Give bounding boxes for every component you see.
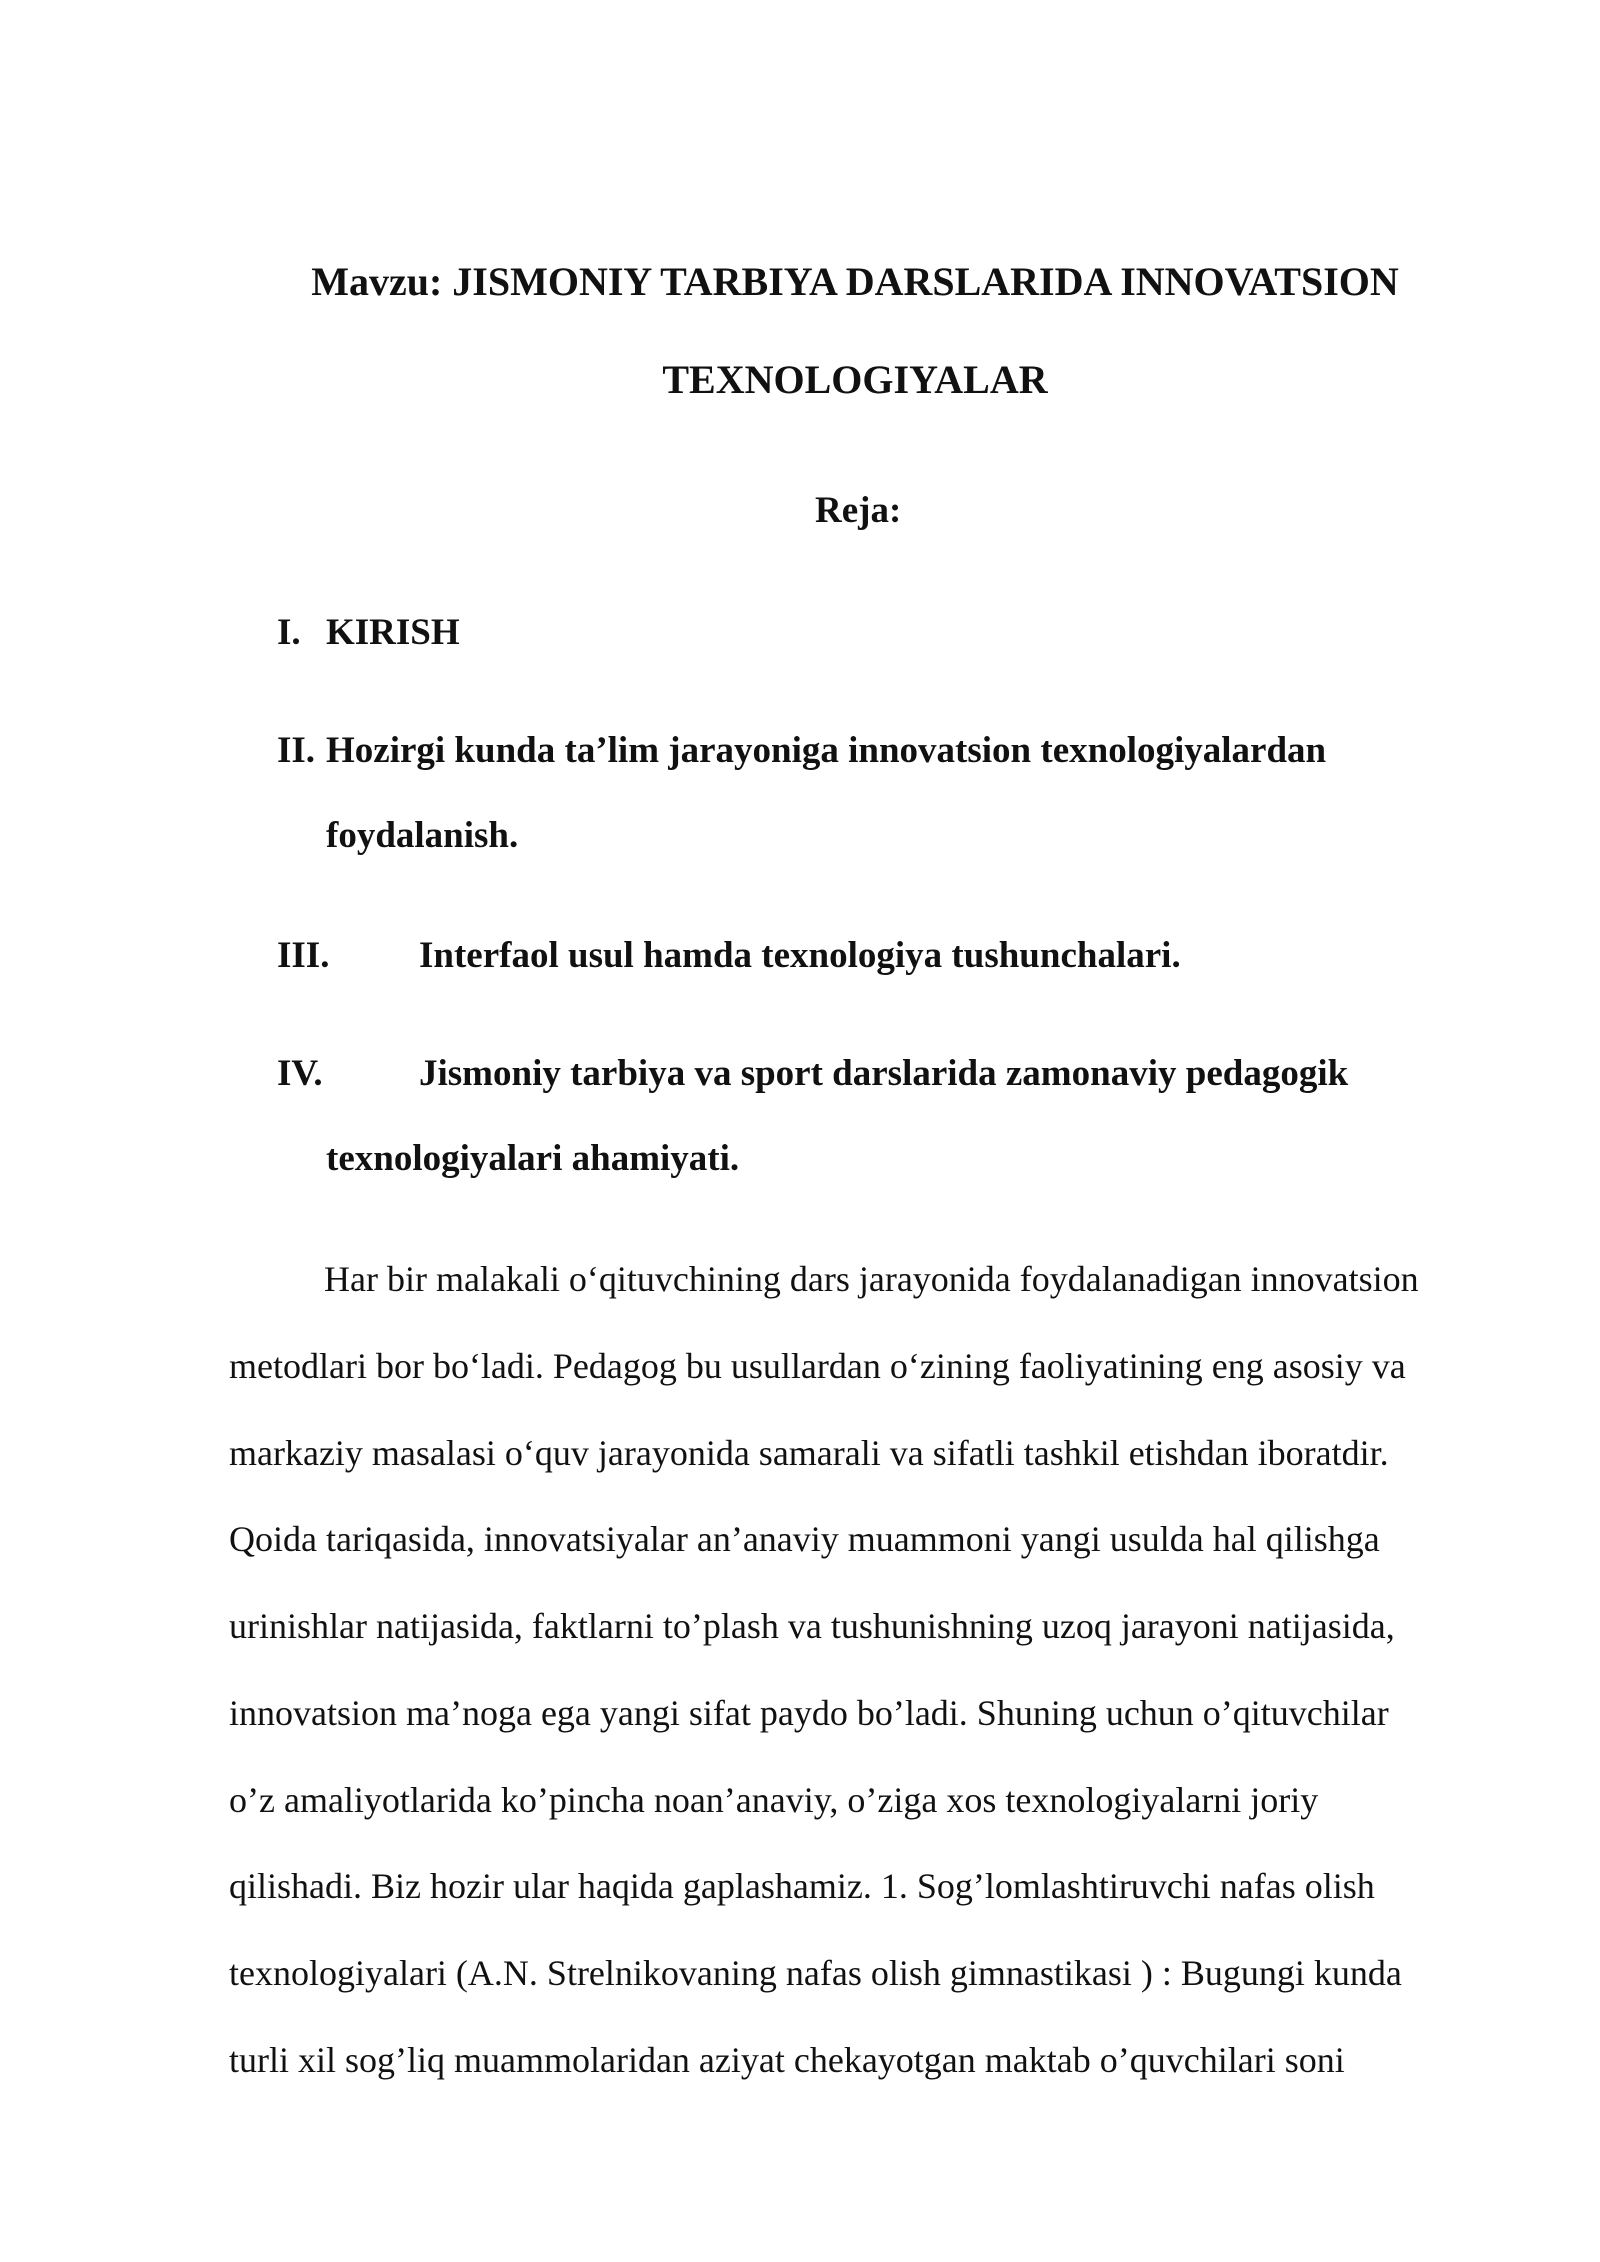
document-title-line-1: Mavzu: JISMONIY TARBIYA DARSLARIDA INNOVATSION: [311, 259, 1399, 304]
body-line-9: texnologiyalari (A.N. Strelnikovaning nafas olish gimnastikasi ) : Bugungi kunda: [229, 1953, 1402, 1993]
plan-item-1-text: KIRISH: [326, 612, 460, 653]
body-line-4: Qoida tariqasida, innovatsiyalar an’anaviy muammoni yangi usulda hal qilishga: [229, 1519, 1380, 1559]
body-line-5: urinishlar natijasida, faktlarni to’plash va tushunishning uzoq jarayoni natijasida,: [229, 1606, 1395, 1646]
plan-item-4-text: Jismoniy tarbiya va sport darslarida zamonaviy pedagogik: [419, 1053, 1349, 1094]
plan-item-2-text: Hozirgi kunda ta’lim jarayoniga innovatsion texnologiyalardan: [326, 730, 1327, 771]
body-line-2: metodlari bor bo‘ladi. Pedagog bu usullardan o‘zining faoliyatining eng asosiy va: [229, 1346, 1406, 1386]
plan-item-4-number: IV.: [277, 1053, 323, 1094]
plan-item-3-text: Interfaol usul hamda texnologiya tushunchalari.: [419, 935, 1181, 976]
plan-heading: Reja:: [815, 490, 902, 531]
body-line-8: qilishadi. Biz hozir ular haqida gaplashamiz. 1. Sog’lomlashtiruvchi nafas olish: [229, 1866, 1375, 1906]
body-line-1: Har bir malakali o‘qituvchining dars jarayonida foydalanadigan innovatsion: [324, 1259, 1419, 1299]
plan-item-4-text-continued: texnologiyalari ahamiyati.: [326, 1138, 740, 1179]
document-title-line-2: TEXNOLOGIYALAR: [662, 357, 1048, 402]
plan-item-2-text-continued: foydalanish.: [326, 815, 519, 856]
plan-item-1-number: I.: [277, 612, 301, 653]
body-line-3: markaziy masalasi o‘quv jarayonida samarali va sifatli tashkil etishdan iboratdir.: [229, 1433, 1389, 1473]
body-line-10: turli xil sog’liq muammolaridan aziyat chekayotgan maktab o’quvchilari soni: [229, 2040, 1345, 2080]
body-line-6: innovatsion ma’noga ega yangi sifat paydo bo’ladi. Shuning uchun o’qituvchilar: [229, 1693, 1389, 1733]
plan-item-2-number: II.: [277, 730, 316, 771]
plan-item-3-number: III.: [277, 935, 330, 976]
body-line-7: o’z amaliyotlarida ko’pincha noan’anaviy, o’ziga xos texnologiyalarni joriy: [229, 1780, 1319, 1820]
